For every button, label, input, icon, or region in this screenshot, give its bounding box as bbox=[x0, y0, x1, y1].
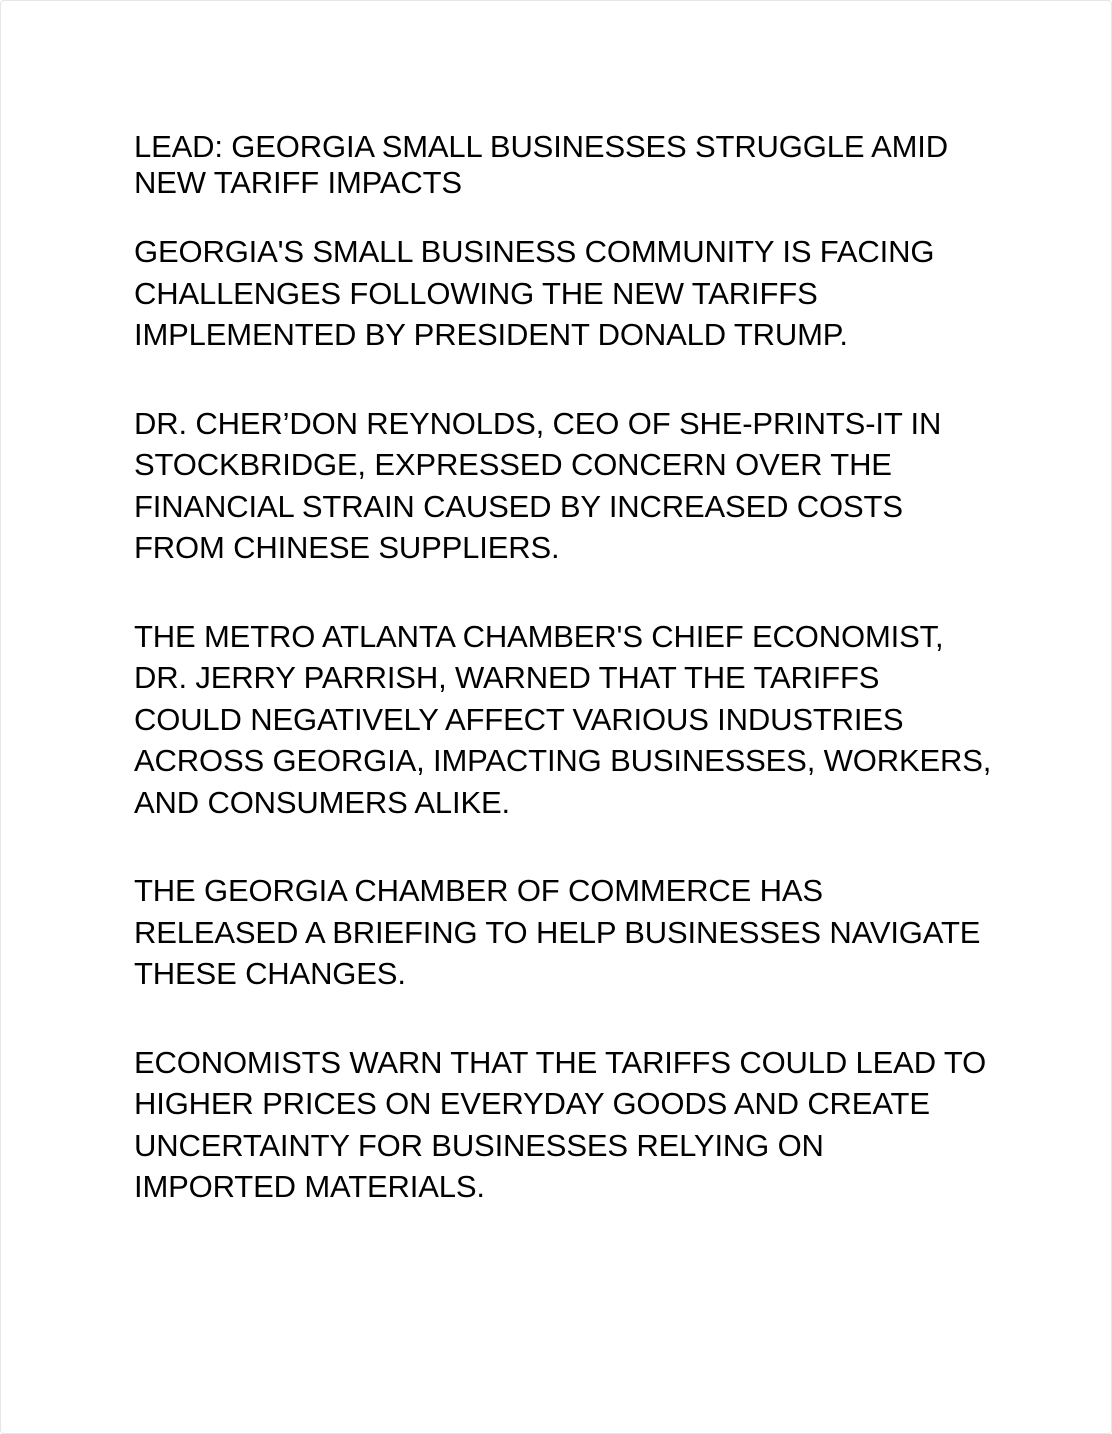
paragraph-4: THE GEORGIA CHAMBER OF COMMERCE HAS RELEASED A BRIEFING TO HELP BUSINESSES NAVIGATE THESE CHANGES. bbox=[134, 873, 981, 991]
paragraph-2: DR. CHER’DON REYNOLDS, CEO OF SHE-PRINTS-IT IN STOCKBRIDGE, EXPRESSED CONCERN OVER THE FINANCIAL STRAIN CAUSED BY INCREASED COSTS FROM CHINESE SUPPLIERS. bbox=[134, 405, 942, 565]
paragraph-1: GEORGIA'S SMALL BUSINESS COMMUNITY IS FACING CHALLENGES FOLLOWING THE NEW TARIFFS IMPLEMENTED BY PRESIDENT DONALD TRUMP. bbox=[134, 234, 935, 352]
paragraph-3: THE METRO ATLANTA CHAMBER'S CHIEF ECONOMIST, DR. JERRY PARRISH, WARNED THAT THE TARIFFS COULD NEGATIVELY AFFECT VARIOUS INDUSTRIES ACROSS GEORGIA, IMPACTING BUSINESSES, WORKERS, AND CONSUMERS ALIKE. bbox=[134, 618, 992, 820]
headline: LEAD: GEORGIA SMALL BUSINESSES STRUGGLE AMID NEW TARIFF IMPACTS bbox=[134, 129, 948, 200]
document-body bbox=[134, 129, 994, 1255]
paragraph-5: ECONOMISTS WARN THAT THE TARIFFS COULD LEAD TO HIGHER PRICES ON EVERYDAY GOODS AND CREATE UNCERTAINTY FOR BUSINESSES RELYING ON IMPORTED MATERIALS. bbox=[134, 1044, 987, 1204]
